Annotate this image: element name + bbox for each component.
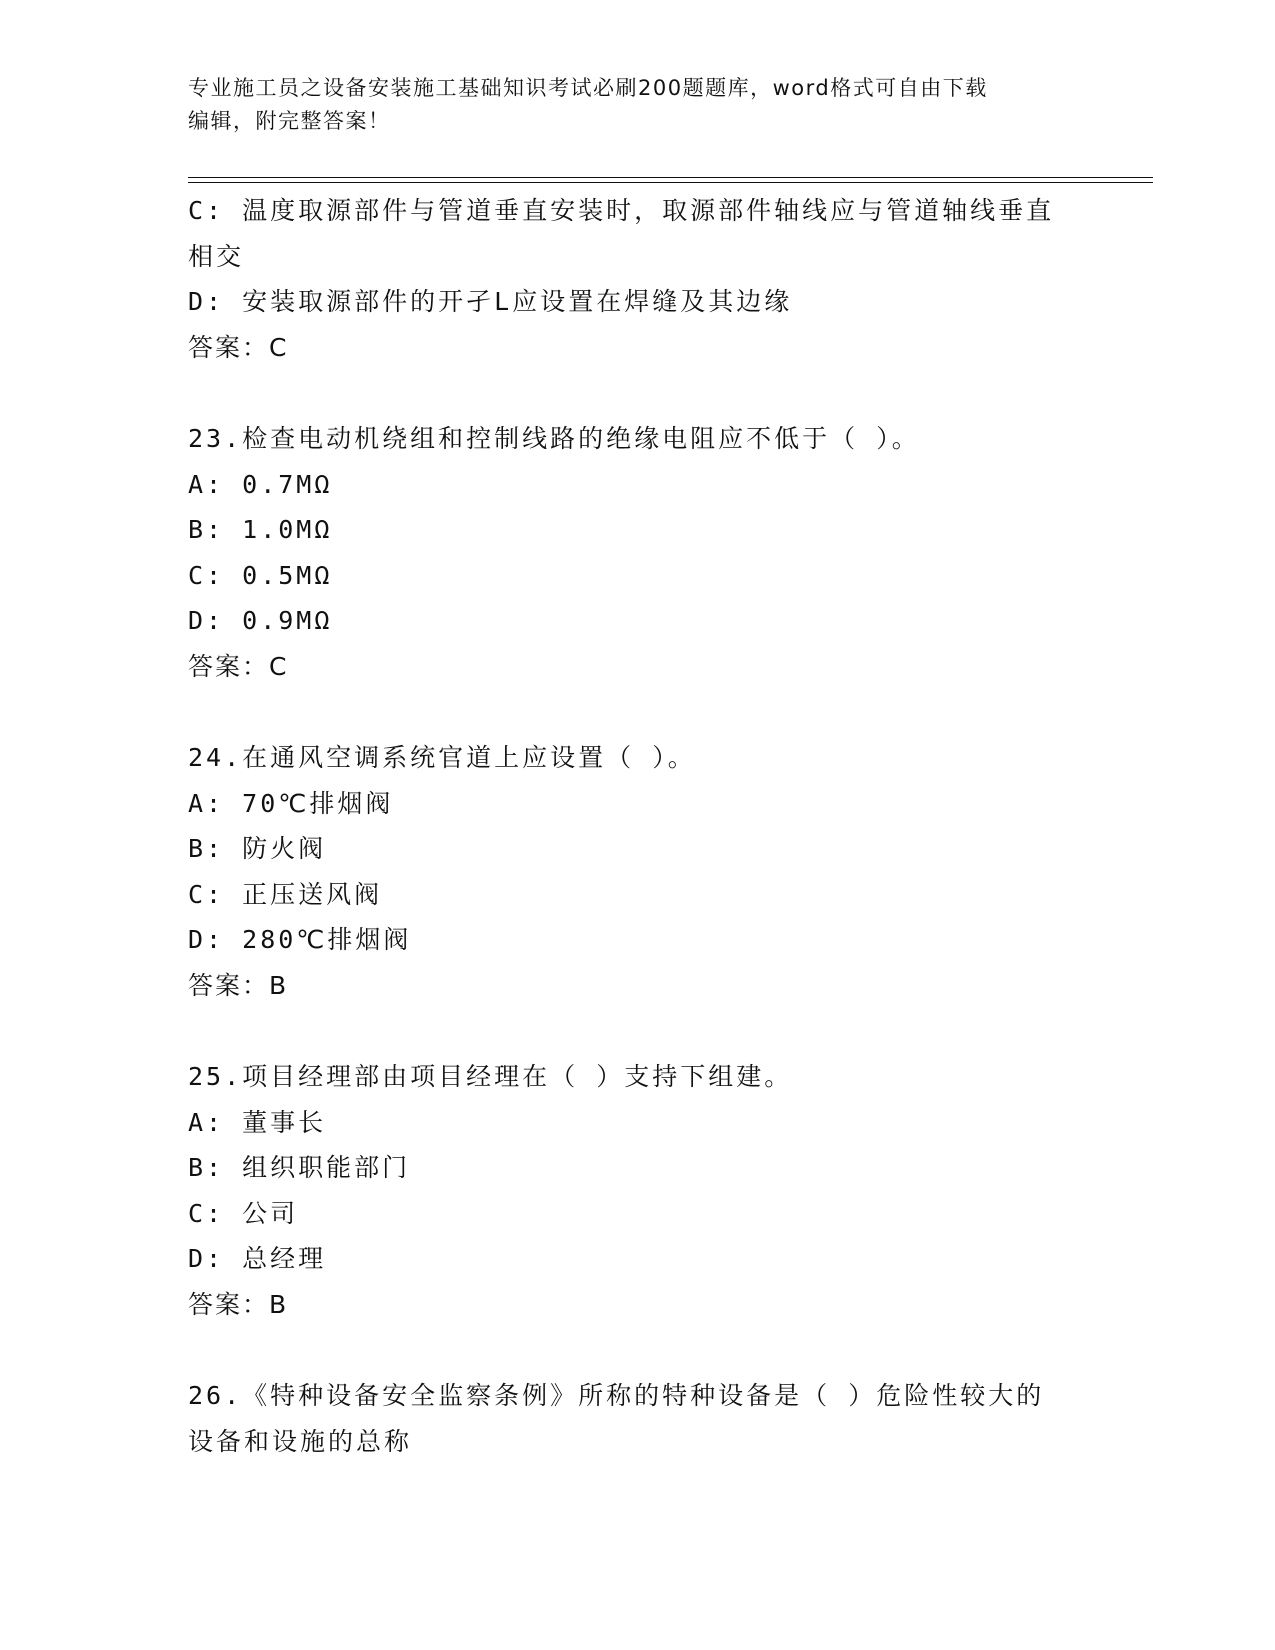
option-c: C: 正压送风阀 <box>188 879 383 909</box>
header-divider-bottom <box>188 182 1153 183</box>
option-c: C: 公司 <box>188 1198 299 1228</box>
question-text-continued: 设备和设施的总称 <box>188 1426 413 1456</box>
question-text: 23.检查电动机绕组和控制线路的绝缘电阻应不低于（ ）。 <box>188 424 920 453</box>
option-c: C: 温度取源部件与管道垂直安装时，取源部件轴线应与管道轴线垂直 <box>188 196 1055 225</box>
question-list <box>188 188 1088 1464</box>
option-d: D: 280℃排烟阀 <box>188 925 412 954</box>
question-22-continuation <box>188 188 1088 370</box>
option-a: A: 0.7MΩ <box>188 469 333 499</box>
document-header <box>188 72 1068 138</box>
option-d: D: 总经理 <box>188 1244 327 1273</box>
question-26 <box>188 1373 1088 1464</box>
option-b: B: 1.0MΩ <box>188 515 333 544</box>
header-line-2: 编辑，附完整答案！ <box>188 109 391 133</box>
option-a: A: 70℃排烟阀 <box>188 788 394 818</box>
question-text: 26.《特种设备安全监察条例》所称的特种设备是（ ）危险性较大的 <box>188 1381 1045 1410</box>
spacer <box>188 1327 1088 1373</box>
option-c-continued: 相交 <box>188 241 245 271</box>
spacer <box>188 689 1088 735</box>
answer: 答案：B <box>188 1289 289 1319</box>
header-line-1: 专业施工员之设备安装施工基础知识考试必刷200题题库，word格式可自由下载 <box>188 76 988 100</box>
answer: 答案：B <box>188 970 289 1000</box>
option-b: B: 防火阀 <box>188 834 327 863</box>
question-23 <box>188 416 1088 689</box>
option-d: D: 0.9MΩ <box>188 606 333 635</box>
question-24 <box>188 735 1088 1008</box>
question-text: 25.项目经理部由项目经理在（ ）支持下组建。 <box>188 1062 793 1091</box>
spacer <box>188 1008 1088 1054</box>
option-a: A: 董事长 <box>188 1107 327 1137</box>
answer: 答案：C <box>188 651 289 681</box>
question-text: 24.在通风空调系统官道上应设置（ ）。 <box>188 743 696 772</box>
answer: 答案：C <box>188 332 289 362</box>
question-25 <box>188 1054 1088 1327</box>
option-c: C: 0.5MΩ <box>188 560 333 590</box>
option-b: B: 组织职能部门 <box>188 1153 411 1182</box>
option-d: D: 安装取源部件的开孑L应设置在焊缝及其边缘 <box>188 287 793 316</box>
spacer <box>188 370 1088 416</box>
header-divider-top <box>188 177 1153 178</box>
